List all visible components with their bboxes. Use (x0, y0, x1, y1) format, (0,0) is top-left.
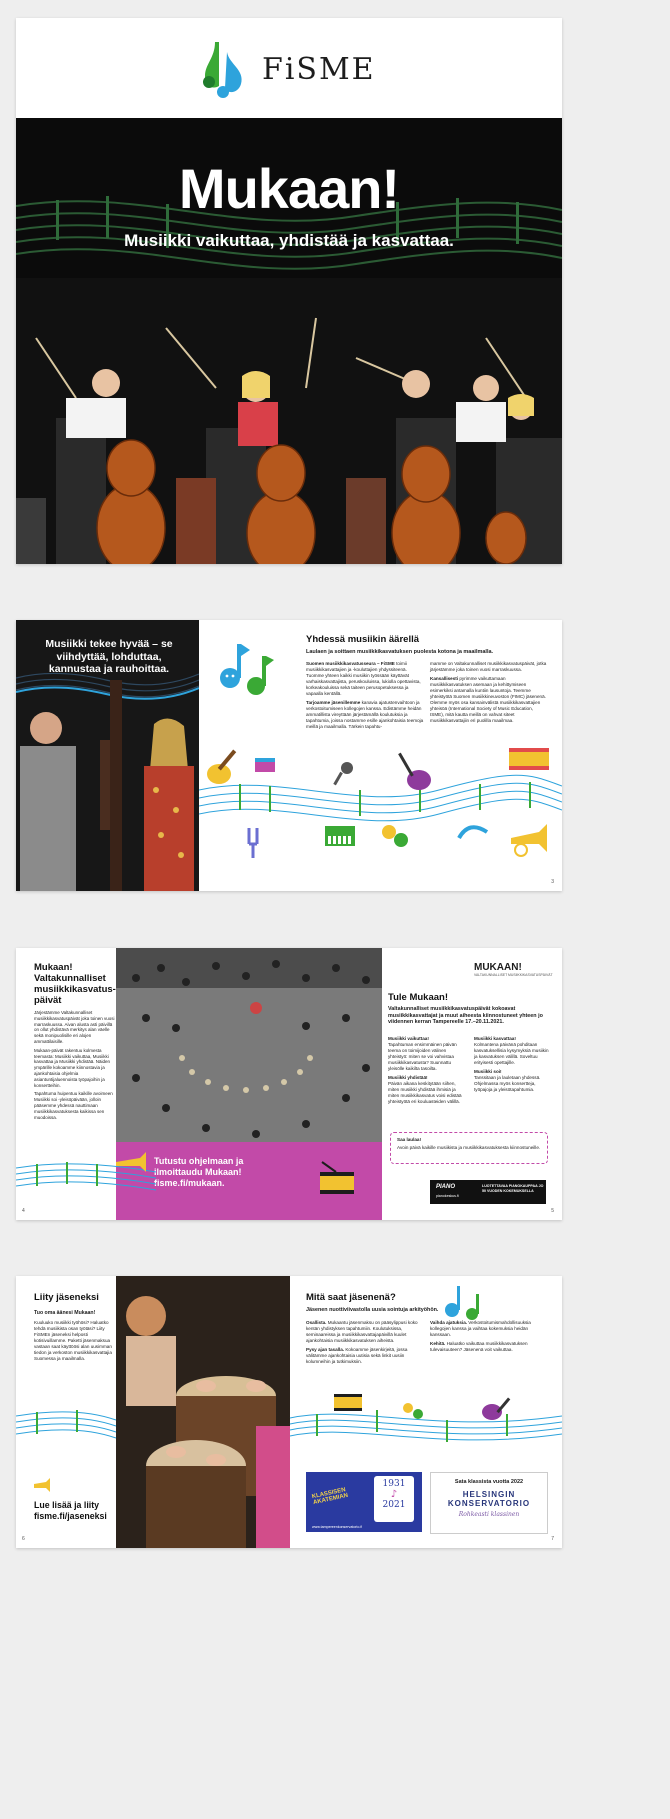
page-number-left: 4 (22, 1208, 25, 1214)
maracas-icon-2 (403, 1403, 423, 1419)
logo-text: FiSME (262, 52, 376, 87)
spread-event (16, 948, 562, 1220)
snare-drum-icon (316, 1160, 358, 1200)
spread3-title: Liity jäseneksi (34, 1292, 99, 1303)
trumpet-icon-small (32, 1478, 54, 1494)
page-number-left: 6 (22, 1536, 25, 1542)
join-cta: Lue lisää ja liity fisme.fi/jaseneksi (34, 1500, 107, 1521)
spread3-benefits-left: Osallista. Mukaantu jäsenmaksu on pääsylippusi koko kentän yhdistyksen tapahtumiin. Koulutuksissa, seminaareissa ja musiikkikasvattajapäivillä kuulet ajankohtaisia musiikkikasvatuksen aiheista. Pysy ajan tasalla. Kokoamme jäsenkirjeitä, jossa välitämme ajankohtaisia uutisia sekä linkit uusiin kolumneihin ja tutkimuksiin. (306, 1320, 418, 1364)
page-number-right: 7 (551, 1536, 554, 1542)
notes-icon-small (442, 1284, 486, 1320)
spread1-title: Yhdessä musiikin äärellä (306, 634, 420, 645)
fisme-logo-icon (201, 38, 247, 100)
spread2-right-title: Tule Mukaan! (388, 992, 448, 1003)
piano-ad: PIANO pianokeskus.fi LUOTETTAVAA PIANOKAUPPAA JO 50 VUODEN KOKEMUKSELLA (430, 1180, 546, 1204)
spread2-left-text: Järjestämme Valtakunnalliset musiikkikasvatuspäivät joka toinen vuosi marraskuussa. Aivan alusta asti päivillä on ollut yhdistävä merkitys alan väelle sekä monipuolisille eri alojen ammattilaisille. Mukaan-päivät rakentuu kolmesta teemasta: Musiikki vaikuttaa, Musiikki kasvattaa ja Musiikki yhdistää. Näiden ympärille kokoamme kiinnostavia ja ajankohtaisia ohjelmia asiantuntijaluennoista työpajoihin ja konsertteihin. Tapahtuma huipentuu kaikille avoimeen Musiikki soi -yleisöpäivään, jolloin pääsemme yhdessä nauttimaan musiikkikasvatuksesta kaikissa sen muodoissa. (34, 1010, 115, 1120)
instrument-staff-illustration (199, 728, 562, 891)
drum-icon-2 (334, 1394, 362, 1411)
cover-page (16, 18, 562, 564)
bass-drum-icon (509, 748, 549, 770)
trumpet-staff-illustration (16, 1148, 156, 1208)
spread3-right-title: Mitä saat jäsenenä? (306, 1292, 396, 1303)
notes-icon (216, 638, 276, 696)
cover-subheadline: Musiikki vaikuttaa, yhdistää ja kasvattaa. (124, 231, 454, 250)
electric-guitar-icon (398, 753, 431, 790)
spread2-items-left: Musiikki vaikuttaa! Tapahtuman ensimmäinen päivän teema on toimijoiden välinen yhteistyö: miten se voi vahvistaa musiikkikasvatusta? Suunnattu yleisölle kaikilta tasoilta. Musiikki yhdistää! Päivän aikana keskitytään siihen, miten musiikki yhdistää ihmisiä ja miten musiikkikasvatus voisi edistää yhteistyötä eri kouluasteiden välillä. (388, 1036, 462, 1104)
spread3-intro-text: Kuuluuko musiikki työhösi? Haluatko tehdä musiikista osan työtäsi? Liity FiSMEn jäseneksi helposti kotisivuillamme. Paketti jäsenmaksua vastaan saat käyttöösi alan uusimman tiedon ja verkoston musiikkikasvattajia Suomessa ja maailmalla. (34, 1320, 112, 1361)
drum-icon (255, 758, 275, 772)
tuning-fork-icon (249, 828, 257, 858)
cello-players-illustration (16, 278, 562, 564)
conservatory-ad-2: Sata klassista vuotta 2022 HELSINGIN KONSERVATORIO Rohkeasti klassinen (430, 1472, 548, 1534)
quote-text: Musiikki tekee hyvää – se viihdyttää, lohduttaa, kannustaa ja rauhoittaa. (45, 638, 173, 675)
note-box: Saa laulaa! Avoin päivä kaikille musiikista ja musiikkikasvatuksesta kiinnostuneille. (390, 1132, 548, 1164)
microphone-icon (333, 762, 353, 785)
cover-headline: Mukaan! (178, 157, 400, 220)
spread2-title: Mukaan! Valtakunnalliset musiikkikasvatus- päivät (34, 962, 116, 1006)
conservatory-ad-1: KLASSISEN AKATEMIAN 1931 ♪ 2021 www.tampereenkonservatorio.fi (306, 1472, 422, 1532)
mukaan-mini-logo: MUKAAN! VALTAKUNNALLISET MUSIIKKIKASVATUSPÄIVÄT (474, 962, 553, 977)
bassoon-photo (16, 620, 199, 891)
instrument-staff-illustration-2 (16, 1386, 562, 1456)
spread2-items-right: Musiikki kasvattaa! Kolmantena päivänä pohditaan kasvatuksellisia kysymyksiä musiikin ja kasvatuksen välillä. Soveltuu erityisesti opettajille. Musiikki soi! Tanssitaan ja lauletaan yhdessä. Ohjelmassa myös konsertteja, työpajoja ja yleisötapahtumia. (474, 1036, 549, 1092)
spread3-right-lead: Jäsenen nuottiviivastolla uusia sointuja arkityöhön. (306, 1307, 439, 1313)
page-number: 3 (551, 879, 554, 885)
keyboard-icon (325, 826, 355, 846)
maracas-icon (382, 825, 408, 847)
trumpet-icon (511, 824, 547, 856)
spread-membership (16, 1276, 562, 1548)
spread3-benefits-right: Vaihda ajatuksia. Verkostoitumismahdollisuuksia kollegojen kanssa ja vaihtaa kokemuksia heidän kanssaan. Kehitä. Haluatko vaikuttaa musiikkikasvatuksen tulevaisuuteen? Jäsenenä voit vaikuttaa. (430, 1320, 531, 1352)
spread1-col2: mamme on Valtakunnalliset musiikkikasvatuspäivät, jotka järjestämme joka toinen vuosi marraskuussa. Kansallisesti pyrimme vaikuttamaan musiikkikasvatuksen asemaan ja kehittymiseen esimerkiksi antamalla kuntiin lausuntoja. Teemme yhteistyötä Suomen musiikkineuvoston (FIMC) jäsenenä. Olemme myös osa kansainvälistä musiikkikasvattajien yhteisöä (International Society of Music Education, ISME), mitä kautta meillä on vahvat siteet musiikkikasvattajiin eri puolilla maailmaa. (430, 661, 547, 723)
horn-icon (459, 827, 487, 838)
spread-about (16, 620, 562, 891)
promo-text: Tutustu ohjelmaan ja ilmoittaudu Mukaan! fisme.fi/mukaan. (154, 1156, 244, 1188)
spread1-lead: Laulaen ja soittaen musiikkikasvatuksen puolesta kotona ja maailmalla. (306, 649, 494, 655)
guitar-icon (207, 750, 236, 784)
spread1-col1: Suomen musiikkikasvatusseura – FiSME toimii musiikkikasvattajien ja -kouluttajien yhdyssiteenä. Tuomme yhteen kaikki musiikin työssään käyttävät varhaiskasvattajista, peruskouluissa, lukiolla opettavista, korkeakouluissa sekä taiteen perusopetuksessa ja vapaalla kentällä. Tarjoamme jäsenillemme kanavia ajatustenvaihtoon ja verkostoitumiseen kollegojen kanssa. Edistämme heidän ammatillista vireyttään järjestämällä koulutuksia ja tapahtumia, joissa nostamme esille ajankohtaisia teemoja meillä ja maailmalla. Tärkein tapahtu- (306, 661, 424, 729)
crowd-illustration (116, 948, 382, 1142)
piano-ad-logo: PIANO (436, 1184, 456, 1190)
cover-photo (16, 118, 562, 564)
page-number-right: 5 (551, 1208, 554, 1214)
anniversary-badge: 1931 ♪ 2021 (374, 1476, 414, 1522)
spread3-intro-bold: Tuo oma äänesi Mukaan! (34, 1310, 96, 1316)
event-crowd-photo (116, 948, 382, 1142)
spread2-right-lead: Valtakunnalliset musiikkikasvatuspäivät kokoavat musiikkikasvattajat ja muut aiheesta kiinnostuneet yhteen jo viidennen kerran Tampereelle 17.–20.11.2021. (388, 1006, 543, 1026)
fisme-logo (16, 18, 562, 120)
